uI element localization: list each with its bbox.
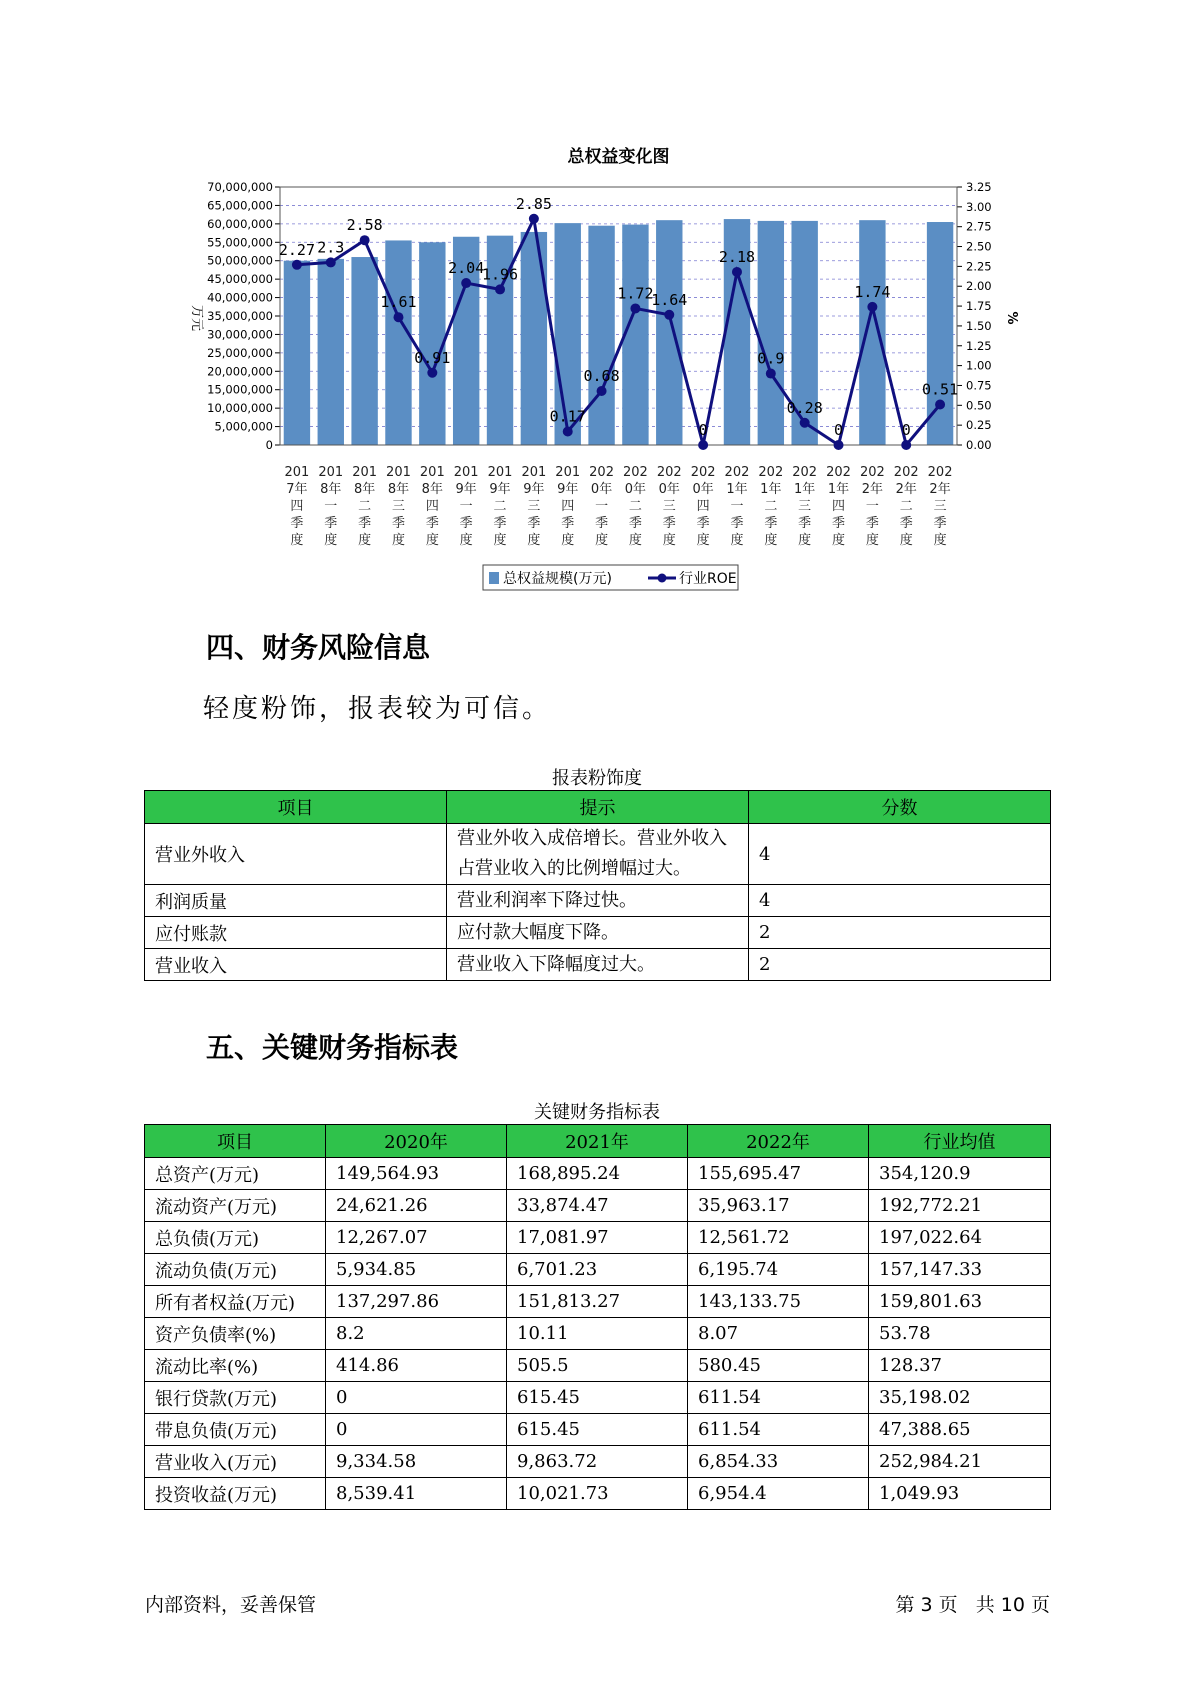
category-label: 度 (730, 533, 744, 548)
right-tick-label: 1.50 (966, 318, 992, 333)
category-label: 季 (425, 516, 439, 531)
roe-point (529, 214, 539, 224)
kpi-value-cell: 8.07 (688, 1318, 869, 1350)
kpi-item-cell: 流动比率(%) (145, 1350, 326, 1382)
kpi-value-cell: 252,984.21 (869, 1446, 1051, 1478)
category-label: 度 (865, 533, 879, 548)
kpi-table-row (145, 1446, 1051, 1478)
category-label: 二 (899, 499, 913, 514)
risk-score-cell: 2 (749, 917, 1051, 949)
kpi-value-cell: 1,049.93 (869, 1478, 1051, 1510)
category-label: 201 (352, 465, 378, 480)
category-label: 一 (459, 499, 473, 514)
kpi-value-cell: 6,954.4 (688, 1478, 869, 1510)
category-label: 季 (899, 516, 913, 531)
kpi-value-cell: 8,539.41 (326, 1478, 507, 1510)
category-label: 9年 (455, 482, 477, 497)
category-label: 三 (662, 499, 676, 514)
category-label: 202 (859, 465, 885, 480)
roe-point (461, 278, 471, 288)
kpi-value-cell: 580.45 (688, 1350, 869, 1382)
kpi-value-cell: 24,621.26 (326, 1190, 507, 1222)
category-label: 季 (865, 516, 879, 531)
kpi-value-cell: 35,198.02 (869, 1382, 1051, 1414)
left-tick-label: 70,000,000 (207, 180, 273, 194)
kpi-value-cell: 615.45 (507, 1382, 688, 1414)
category-label: 二 (358, 499, 372, 514)
roe-data-label: 0 (834, 421, 844, 439)
right-tick-label: 2.00 (966, 279, 992, 294)
kpi-value-cell: 149,564.93 (326, 1158, 507, 1190)
kpi-table-row (145, 1318, 1051, 1350)
category-label: 度 (459, 533, 473, 548)
category-label: 三 (391, 499, 405, 514)
risk-item-cell: 营业收入 (145, 949, 447, 981)
roe-point (834, 440, 844, 450)
risk-table (144, 790, 1051, 981)
roe-data-label: 2.3 (317, 238, 345, 257)
risk-hint-cell: 营业外收入成倍增长。营业外收入占营业收入的比例增幅过大。 (447, 824, 749, 885)
kpi-value-cell: 143,133.75 (688, 1286, 869, 1318)
roe-data-label: 0.28 (786, 398, 823, 417)
kpi-table-header-cell: 项目 (145, 1125, 326, 1158)
roe-point (597, 386, 607, 396)
right-tick-label: 1.25 (966, 338, 992, 353)
kpi-table (144, 1124, 1051, 1510)
category-label: 2年 (929, 482, 951, 497)
kpi-item-cell: 流动资产(万元) (145, 1190, 326, 1222)
roe-data-label: 1.74 (854, 282, 891, 301)
chart-title: 总权益变化图 (567, 147, 670, 167)
risk-hint-cell: 营业收入下降幅度过大。 (447, 949, 749, 981)
kpi-table-header-row (145, 1125, 1051, 1158)
right-tick-label: 0.00 (966, 438, 992, 452)
category-label: 0年 (692, 482, 714, 497)
kpi-item-cell: 营业收入(万元) (145, 1446, 326, 1478)
roe-point (664, 310, 674, 320)
right-tick-label: 1.75 (966, 299, 992, 314)
roe-point (800, 418, 810, 428)
kpi-item-cell: 银行贷款(万元) (145, 1382, 326, 1414)
category-label: 8年 (320, 482, 342, 497)
kpi-table-header-cell: 2021年 (507, 1125, 688, 1158)
right-tick-label: 3.25 (966, 180, 992, 194)
roe-data-label: 2.18 (718, 247, 756, 266)
category-label: 202 (690, 465, 716, 480)
category-label: 一 (324, 499, 338, 514)
equity-bar (927, 222, 953, 445)
category-label: 季 (730, 516, 744, 531)
roe-point (766, 369, 776, 379)
kpi-value-cell: 10.11 (507, 1318, 688, 1350)
category-label: 一 (865, 499, 879, 514)
kpi-value-cell: 6,195.74 (688, 1254, 869, 1286)
kpi-table-row (145, 1158, 1051, 1190)
kpi-item-cell: 总资产(万元) (145, 1158, 326, 1190)
roe-data-label: 0.91 (414, 348, 451, 367)
category-label: 0年 (658, 482, 680, 497)
left-tick-label: 15,000,000 (207, 382, 273, 397)
equity-bar (656, 220, 682, 445)
kpi-item-cell: 总负债(万元) (145, 1222, 326, 1254)
category-label: 201 (284, 465, 310, 480)
category-label: 度 (595, 533, 609, 548)
kpi-value-cell: 35,963.17 (688, 1190, 869, 1222)
left-tick-label: 45,000,000 (207, 272, 273, 287)
risk-table-header-cell: 提示 (447, 791, 749, 824)
equity-chart (0, 0, 1191, 600)
category-label: 201 (487, 465, 513, 480)
left-tick-label: 65,000,000 (207, 198, 273, 213)
roe-data-label: 2.04 (448, 259, 485, 278)
kpi-table-row (145, 1478, 1051, 1510)
left-tick-label: 10,000,000 (207, 401, 273, 416)
category-label: 季 (764, 516, 778, 531)
kpi-value-cell: 192,772.21 (869, 1190, 1051, 1222)
kpi-value-cell: 128.37 (869, 1350, 1051, 1382)
kpi-value-cell: 9,863.72 (507, 1446, 688, 1478)
category-label: 三 (798, 499, 812, 514)
category-label: 三 (933, 499, 947, 514)
category-label: 2年 (861, 482, 884, 497)
category-label: 二 (628, 499, 642, 514)
roe-data-label: 2.85 (515, 194, 552, 213)
equity-bar (859, 220, 885, 445)
category-label: 202 (623, 465, 648, 480)
category-label: 四 (425, 499, 439, 514)
kpi-value-cell: 12,267.07 (326, 1222, 507, 1254)
category-label: 1年 (760, 482, 782, 497)
kpi-value-cell: 0 (326, 1382, 507, 1414)
kpi-item-cell: 所有者权益(万元) (145, 1286, 326, 1318)
kpi-table-row (145, 1254, 1051, 1286)
category-label: 季 (561, 516, 575, 531)
category-label: 季 (933, 516, 947, 531)
category-label: 度 (628, 533, 642, 548)
category-label: 季 (290, 516, 304, 531)
kpi-value-cell: 151,813.27 (507, 1286, 688, 1318)
left-tick-label: 60,000,000 (207, 216, 273, 231)
risk-table-caption: 报表粉饰度 (552, 768, 642, 789)
category-label: 202 (724, 465, 750, 480)
category-label: 0年 (624, 482, 647, 497)
category-label: 8年 (353, 482, 376, 497)
category-label: 202 (826, 465, 851, 480)
kpi-table-row (145, 1286, 1051, 1318)
section4-heading: 四、财务风险信息 (206, 631, 431, 664)
category-label: 202 (893, 465, 919, 480)
roe-point (393, 312, 403, 322)
kpi-value-cell: 33,874.47 (507, 1190, 688, 1222)
category-label: 四 (696, 499, 710, 514)
roe-data-label: 2.58 (346, 216, 383, 235)
category-label: 季 (324, 516, 338, 531)
roe-point (935, 400, 945, 410)
risk-score-cell: 2 (749, 949, 1051, 981)
legend-bar-swatch (489, 572, 499, 584)
roe-point (427, 368, 437, 378)
kpi-table-header-cell: 2020年 (326, 1125, 507, 1158)
right-tick-label: 1.00 (966, 358, 992, 373)
category-label: 7年 (286, 482, 308, 497)
category-label: 201 (419, 465, 445, 480)
roe-point (630, 303, 640, 313)
category-label: 度 (832, 533, 846, 548)
kpi-value-cell: 354,120.9 (869, 1158, 1051, 1190)
kpi-item-cell: 带息负债(万元) (145, 1414, 326, 1446)
equity-bar (588, 226, 614, 445)
kpi-value-cell: 197,022.64 (869, 1222, 1051, 1254)
roe-data-label: 0.51 (922, 380, 959, 399)
category-label: 季 (798, 516, 812, 531)
category-label: 四 (290, 499, 304, 514)
equity-bar (351, 257, 377, 445)
category-label: 度 (493, 533, 507, 548)
roe-point (292, 260, 302, 270)
category-label: 一 (730, 499, 744, 514)
left-tick-label: 55,000,000 (207, 235, 273, 250)
kpi-value-cell: 137,297.86 (326, 1286, 507, 1318)
category-label: 度 (764, 533, 778, 548)
roe-point (495, 284, 505, 294)
roe-data-label: 1.61 (380, 293, 417, 312)
category-label: 季 (595, 516, 609, 531)
category-label: 201 (555, 465, 581, 480)
roe-data-label: 0.68 (583, 367, 620, 386)
kpi-table-header-cell: 行业均值 (869, 1125, 1051, 1158)
roe-point (326, 257, 336, 267)
kpi-table-row (145, 1414, 1051, 1446)
equity-chart-svg (0, 0, 1191, 600)
kpi-table-row (145, 1190, 1051, 1222)
category-label: 度 (425, 533, 439, 548)
kpi-table-caption: 关键财务指标表 (534, 1102, 660, 1123)
footer-page: 第 3 页 共 10 页 (895, 1594, 1050, 1616)
category-label: 度 (798, 533, 812, 548)
category-label: 度 (899, 533, 913, 548)
kpi-value-cell: 611.54 (688, 1382, 869, 1414)
kpi-value-cell: 17,081.97 (507, 1222, 688, 1254)
risk-hint-cell: 营业利润率下降过快。 (447, 885, 749, 917)
category-label: 202 (758, 465, 784, 480)
footer-left: 内部资料，妥善保管 (145, 1594, 317, 1616)
category-label: 度 (358, 533, 372, 548)
category-label: 季 (662, 516, 676, 531)
category-label: 0年 (590, 482, 613, 497)
roe-point (698, 440, 708, 450)
legend-line-label: 行业ROE (679, 571, 737, 587)
roe-point (360, 235, 370, 245)
kpi-table-row (145, 1222, 1051, 1254)
section5-heading: 五、关键财务指标表 (206, 1031, 459, 1064)
category-label: 202 (589, 465, 614, 480)
risk-item-cell: 利润质量 (145, 885, 447, 917)
left-tick-label: 40,000,000 (207, 290, 273, 305)
right-axis-label: % (1004, 311, 1019, 325)
equity-bar (521, 232, 547, 445)
roe-data-label: 2.27 (278, 240, 315, 259)
category-label: 202 (927, 465, 953, 480)
kpi-item-cell: 流动负债(万元) (145, 1254, 326, 1286)
category-label: 季 (696, 516, 710, 531)
kpi-value-cell: 615.45 (507, 1414, 688, 1446)
risk-score-cell: 4 (749, 885, 1051, 917)
category-label: 202 (656, 465, 682, 480)
kpi-table-row (145, 1350, 1051, 1382)
risk-table-row (145, 917, 1051, 949)
category-label: 度 (933, 533, 947, 548)
right-tick-label: 2.75 (966, 219, 992, 234)
risk-table-header-cell: 分数 (749, 791, 1051, 824)
category-label: 度 (696, 533, 710, 548)
category-label: 度 (324, 533, 338, 548)
right-tick-label: 2.25 (966, 259, 992, 274)
risk-score-cell: 4 (749, 824, 1051, 885)
category-label: 季 (459, 516, 473, 531)
risk-table-header-cell: 项目 (145, 791, 447, 824)
category-label: 度 (662, 533, 676, 548)
kpi-item-cell: 投资收益(万元) (145, 1478, 326, 1510)
kpi-value-cell: 8.2 (326, 1318, 507, 1350)
category-label: 度 (290, 533, 304, 548)
category-label: 201 (386, 465, 411, 480)
left-tick-label: 20,000,000 (207, 364, 273, 379)
risk-table-row (145, 824, 1051, 885)
left-tick-label: 0 (265, 438, 273, 452)
category-label: 202 (792, 465, 818, 480)
equity-bar (318, 259, 344, 445)
roe-data-label: 0.9 (757, 349, 785, 368)
left-tick-label: 5,000,000 (214, 419, 273, 434)
right-tick-label: 0.25 (966, 418, 992, 433)
kpi-value-cell: 611.54 (688, 1414, 869, 1446)
kpi-table-header-cell: 2022年 (688, 1125, 869, 1158)
category-label: 8年 (421, 482, 443, 497)
category-label: 9年 (489, 482, 511, 497)
category-label: 季 (358, 516, 372, 531)
roe-data-label: 1.72 (617, 284, 654, 303)
right-tick-label: 3.00 (966, 199, 992, 214)
category-label: 三 (527, 499, 541, 514)
kpi-table-row (145, 1382, 1051, 1414)
kpi-value-cell: 47,388.65 (869, 1414, 1051, 1446)
category-label: 9年 (523, 482, 545, 497)
category-label: 201 (453, 465, 479, 480)
kpi-item-cell: 资产负债率(%) (145, 1318, 326, 1350)
roe-point (563, 427, 573, 437)
category-label: 季 (832, 516, 846, 531)
category-label: 201 (318, 465, 344, 480)
kpi-value-cell: 6,854.33 (688, 1446, 869, 1478)
category-label: 1年 (794, 482, 816, 497)
kpi-value-cell: 168,895.24 (507, 1158, 688, 1190)
legend-line-marker (658, 574, 667, 583)
category-label: 9年 (557, 482, 579, 497)
kpi-value-cell: 159,801.63 (869, 1286, 1051, 1318)
roe-data-label: 0.17 (549, 407, 586, 426)
category-label: 一 (595, 499, 609, 514)
kpi-value-cell: 155,695.47 (688, 1158, 869, 1190)
roe-data-label: 1.96 (481, 265, 519, 284)
category-label: 201 (521, 465, 547, 480)
left-tick-label: 30,000,000 (207, 327, 273, 342)
kpi-value-cell: 5,934.85 (326, 1254, 507, 1286)
category-label: 1年 (827, 482, 850, 497)
right-tick-label: 0.75 (966, 378, 992, 393)
risk-item-cell: 营业外收入 (145, 824, 447, 885)
kpi-value-cell: 157,147.33 (869, 1254, 1051, 1286)
roe-point (732, 267, 742, 277)
kpi-value-cell: 9,334.58 (326, 1446, 507, 1478)
left-axis-label: 万元 (189, 304, 204, 332)
category-label: 季 (527, 516, 541, 531)
category-label: 8年 (387, 482, 410, 497)
equity-bar (284, 261, 310, 445)
equity-bar (419, 242, 445, 445)
category-label: 1年 (726, 482, 748, 497)
roe-data-label: 0 (901, 421, 911, 439)
risk-item-cell: 应付账款 (145, 917, 447, 949)
category-label: 2年 (895, 482, 917, 497)
roe-point (867, 302, 877, 312)
category-label: 度 (561, 533, 575, 548)
category-label: 度 (391, 533, 405, 548)
kpi-value-cell: 0 (326, 1414, 507, 1446)
kpi-value-cell: 414.86 (326, 1350, 507, 1382)
roe-data-label: 1.64 (651, 290, 688, 309)
legend-bar-label: 总权益规模(万元) (503, 571, 612, 587)
category-label: 度 (527, 533, 541, 548)
risk-hint-cell: 应付款大幅度下降。 (447, 917, 749, 949)
roe-data-label: 0 (698, 421, 708, 439)
kpi-value-cell: 505.5 (507, 1350, 688, 1382)
category-label: 二 (493, 499, 507, 514)
risk-table-row (145, 885, 1051, 917)
category-label: 四 (832, 499, 846, 514)
risk-summary: 轻度粉饰，报表较为可信。 (203, 694, 552, 724)
right-tick-label: 2.50 (966, 239, 992, 254)
category-label: 二 (764, 499, 778, 514)
kpi-value-cell: 6,701.23 (507, 1254, 688, 1286)
kpi-value-cell: 12,561.72 (688, 1222, 869, 1254)
category-label: 四 (561, 499, 575, 514)
left-tick-label: 35,000,000 (207, 309, 273, 323)
kpi-value-cell: 53.78 (869, 1318, 1051, 1350)
kpi-value-cell: 10,021.73 (507, 1478, 688, 1510)
roe-point (901, 440, 911, 450)
category-label: 季 (391, 516, 405, 531)
risk-table-header-row (145, 791, 1051, 824)
equity-bar (758, 221, 784, 445)
category-label: 季 (628, 516, 642, 531)
left-tick-label: 50,000,000 (207, 253, 273, 268)
right-tick-label: 0.50 (966, 398, 992, 413)
category-label: 季 (493, 516, 507, 531)
left-tick-label: 25,000,000 (207, 345, 273, 360)
equity-bar (385, 240, 411, 445)
risk-table-row (145, 949, 1051, 981)
